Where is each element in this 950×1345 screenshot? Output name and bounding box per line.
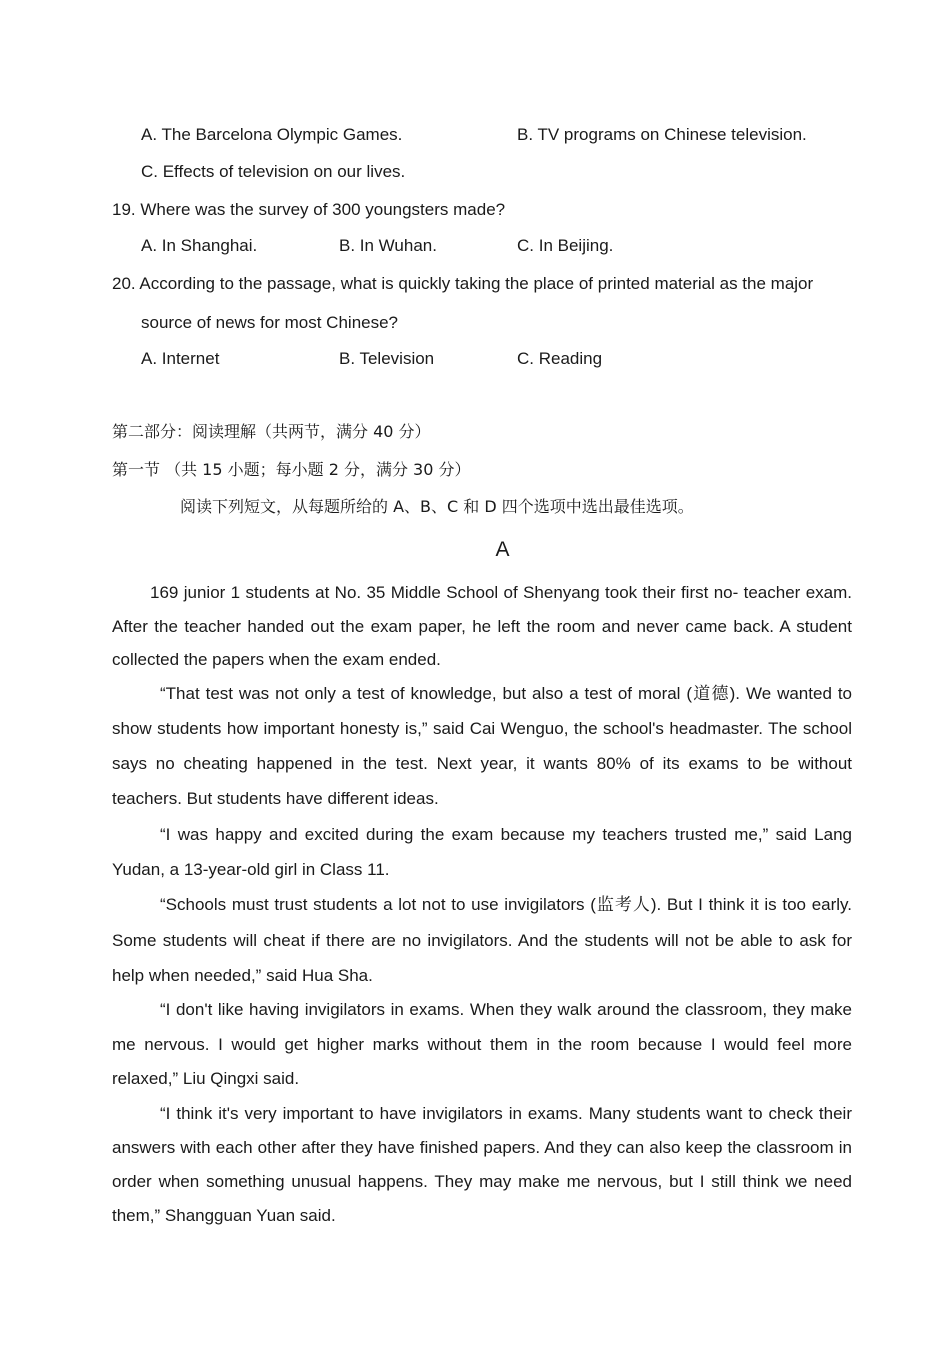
q19-option-b: B. In Wuhan.: [339, 236, 437, 255]
paragraph-3-text: “I was happy and excited during the exam because my teachers trusted me,” said Lang Yudan, a 13-year-old girl in Class 11.: [112, 825, 852, 879]
q20-option-c: C. Reading: [517, 349, 603, 368]
q20-option-b: B. Television: [339, 349, 435, 368]
q19-question: 19. Where was the survey of 300 youngsters made?: [112, 200, 506, 219]
q20-question-line2: source of news for most Chinese?: [141, 313, 399, 332]
q19-option-c: C. In Beijing.: [517, 236, 614, 255]
q18-option-a: A. The Barcelona Olympic Games.: [141, 125, 403, 144]
passage-paragraph-5: [112, 993, 852, 1097]
passage-paragraph-6: [112, 1097, 852, 1233]
q19-option-a: A. In Shanghai.: [141, 236, 258, 255]
paragraph-5-text: “I don't like having invigilators in exams. When they walk around the classroom, they make me nervous. I would get higher marks without them in the room because I would feel more relaxed,” Liu Qingxi said.: [112, 1000, 852, 1088]
paragraph-4-text: “Schools must trust students a lot not to use invigilators (监考人). But I think it is too early. Some students will cheat if there are no invigilators. And the students will not be able to ask for help when needed,” said Hua Sha.: [112, 895, 852, 985]
passage-title: A: [495, 538, 510, 561]
passage-paragraph-2: [112, 676, 852, 816]
passage-paragraph-4: [112, 887, 852, 994]
paragraph-2-text: “That test was not only a test of knowledge, but also a test of moral (道德). We wanted to show students how important honesty is,” said Cai Wenguo, the school's headmaster. The school says no cheating happened in the test. Next year, it wants 80% of its exams to be without teachers. But students have different ideas.: [112, 684, 852, 808]
q20-option-a: A. Internet: [141, 349, 220, 368]
q20-question-line1: 20. According to the passage, what is quickly taking the place of printed material as the major: [112, 274, 814, 293]
instruction: 阅读下列短文，从每题所给的 A、B、C 和 D 四个选项中选出最佳选项。: [180, 497, 694, 516]
section1-heading: 第一节 （共 15 小题；每小题 2 分，满分 30 分）: [112, 460, 471, 479]
paragraph-6-text: “I think it's very important to have invigilators in exams. Many students want to check their answers with each other after they have finished papers. And they can also keep the classroom in order when something unusual happens. They may make me nervous, but I still think we need them,” Shangguan Yuan said.: [112, 1104, 852, 1225]
q18-option-c: C. Effects of television on our lives.: [141, 162, 406, 181]
passage-paragraph-1: [112, 576, 852, 677]
paragraph-1-text: 169 junior 1 students at No. 35 Middle School of Shenyang took their first no- teacher exam. After the teacher handed out the exam paper, he left the room and never came back. A student collected the papers when the exam ended.: [112, 583, 852, 669]
passage-paragraph-3: [112, 817, 852, 887]
part2-heading: 第二部分：阅读理解（共两节，满分 40 分）: [112, 422, 431, 441]
q18-option-b: B. TV programs on Chinese television.: [517, 125, 807, 144]
